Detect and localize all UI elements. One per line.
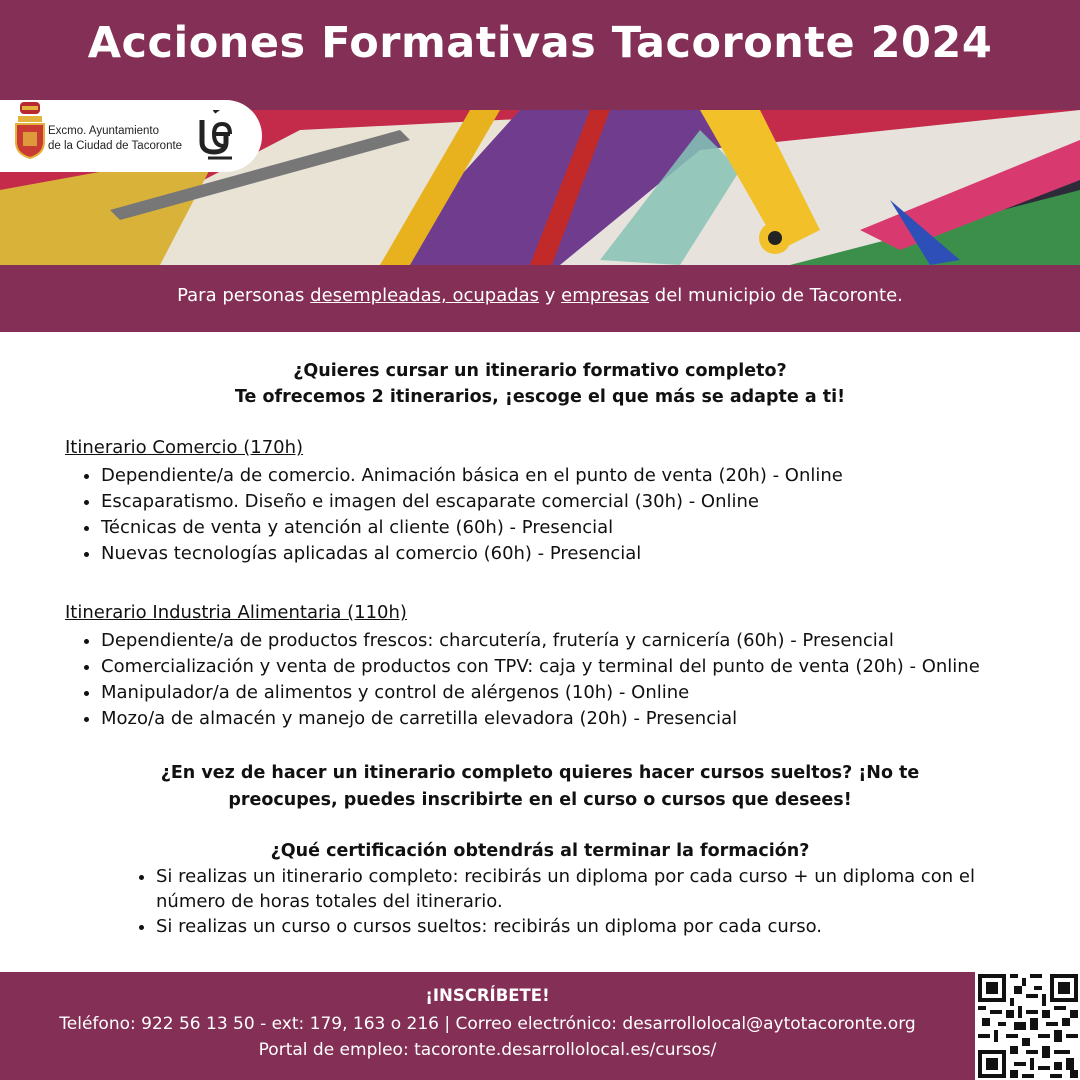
loose-courses-line-1: ¿En vez de hacer un itinerario completo quieres hacer cursos sueltos? ¡No te bbox=[160, 763, 920, 783]
course-item: • Escaparatismo. Diseño e imagen del escaparate comercial (30h) - Online bbox=[101, 489, 843, 515]
subtitle-prefix: Para personas bbox=[177, 285, 311, 306]
course-item: • Nuevas tecnologías aplicadas al comercio (60h) - Presencial bbox=[101, 541, 843, 567]
signup-cta: ¡INSCRÍBETE! bbox=[425, 986, 550, 1005]
itinerary-title: Itinerario Comercio (170h) bbox=[65, 437, 304, 458]
certification-list bbox=[120, 864, 1036, 939]
loose-courses-line-2: preocupes, puedes inscribirte en el curso o cursos que desees! bbox=[228, 790, 852, 810]
audience-workers: desempleadas, ocupadas bbox=[310, 285, 540, 306]
subtitle-mid: y bbox=[539, 285, 562, 306]
itinerary-course-list bbox=[65, 463, 843, 567]
desarrollo-local-logo-icon bbox=[196, 110, 236, 162]
intro-line-1: ¿Quieres cursar un itinerario formativo completo? bbox=[293, 361, 787, 381]
course-item: • Mozo/a de almacén y manejo de carretilla elevadora (20h) - Presencial bbox=[101, 706, 980, 732]
certification-item: • Si realizas un curso o cursos sueltos: recibirás un diploma por cada curso. bbox=[156, 914, 1036, 939]
ayuntamiento-line-1: Excmo. Ayuntamiento bbox=[48, 125, 160, 137]
tacoronte-crest-icon bbox=[14, 102, 46, 160]
intro-line-2: Te ofrecemos 2 itinerarios, ¡escoge el que más se adapte a ti! bbox=[234, 387, 846, 407]
loose-courses-note bbox=[0, 760, 1080, 814]
course-item: • Comercialización y venta de productos con TPV: caja y terminal del punto de venta (20h) - Online bbox=[101, 654, 980, 680]
itinerary-course-list bbox=[65, 628, 980, 732]
course-item: • Dependiente/a de productos frescos: charcutería, frutería y carnicería (60h) - Presencial bbox=[101, 628, 980, 654]
certification-question: ¿Qué certificación obtendrás al terminar la formación? bbox=[270, 841, 810, 861]
course-item: • Manipulador/a de alimentos y control de alérgenos (10h) - Online bbox=[101, 680, 980, 706]
qr-code-icon bbox=[978, 974, 1078, 1078]
employment-portal-link[interactable]: Portal de empleo: tacoronte.desarrollolocal.es/cursos/ bbox=[258, 1040, 717, 1060]
course-item: • Técnicas de venta y atención al cliente (60h) - Presencial bbox=[101, 515, 843, 541]
qr-code[interactable] bbox=[975, 972, 1080, 1080]
subtitle-suffix: del municipio de Tacoronte. bbox=[649, 285, 903, 306]
page-title: Acciones Formativas Tacoronte 2024 bbox=[87, 18, 993, 68]
course-item: • Dependiente/a de comercio. Animación básica en el punto de venta (20h) - Online bbox=[101, 463, 843, 489]
certification-item: • Si realizas un itinerario completo: recibirás un diploma por cada curso + un diploma con el número de horas totales del itinerario. bbox=[156, 864, 1036, 914]
target-audience bbox=[0, 285, 1080, 306]
contact-info[interactable]: Teléfono: 922 56 13 50 - ext: 179, 163 o 216 | Correo electrónico: desarrollolocal@aytotacoronte.org bbox=[59, 1014, 916, 1034]
audience-companies: empresas bbox=[561, 285, 650, 306]
intro-question bbox=[0, 358, 1080, 410]
ayuntamiento-line-2: de la Ciudad de Tacoronte bbox=[48, 140, 183, 152]
ayuntamiento-name bbox=[48, 124, 182, 154]
itinerary-title: Itinerario Industria Alimentaria (110h) bbox=[65, 602, 407, 623]
